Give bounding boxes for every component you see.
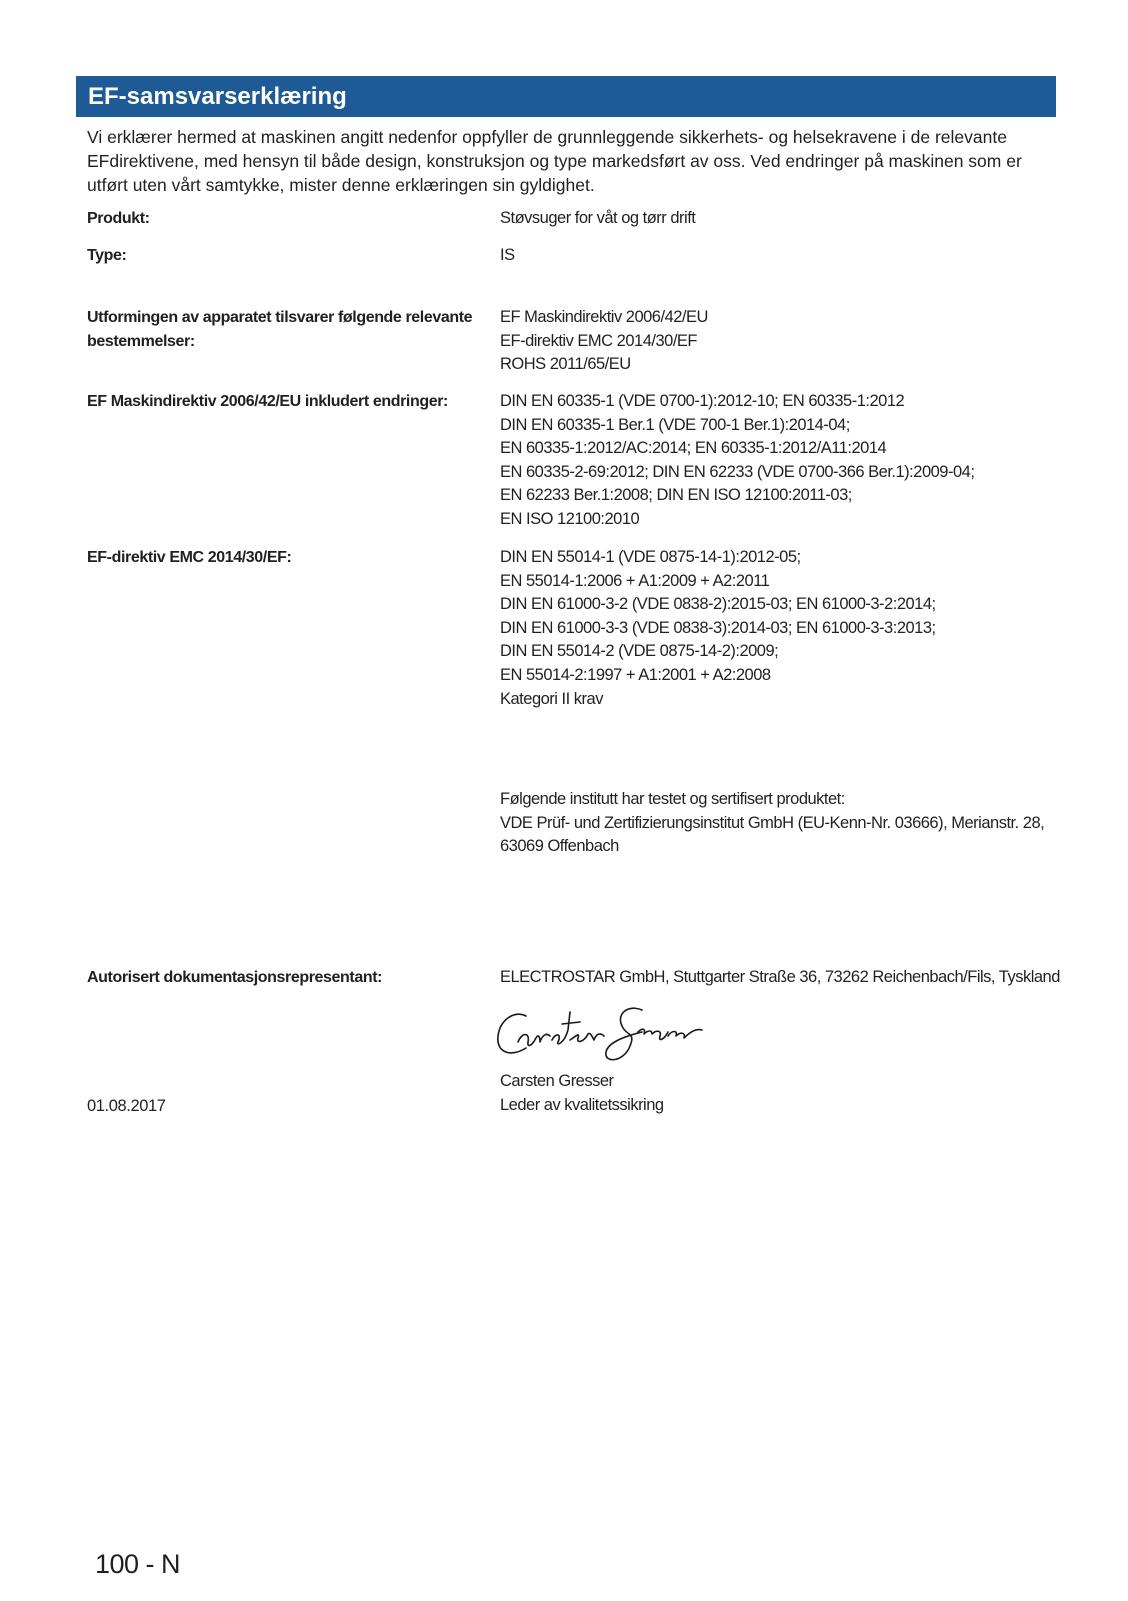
design-value: ROHS 2011/65/EU: [500, 355, 631, 374]
institute-line: Følgende institutt har testet og sertifisert produktet:: [500, 790, 845, 808]
representative-label: Autorisert dokumentasjonsrepresentant:: [87, 969, 383, 986]
standard-line: DIN EN 55014-1 (VDE 0875-14-1):2012-05;: [500, 548, 801, 566]
type-label: Type:: [87, 247, 127, 264]
intro-line: EFdirektivene, med hensyn til både design, konstruksjon og type markedsført av oss. Ved endringer på maskinen som er: [87, 151, 1022, 171]
design-value: EF-direktiv EMC 2014/30/EF: [500, 331, 697, 350]
machine-directive-label: EF Maskindirektiv 2006/42/EU inkludert endringer:: [87, 393, 448, 410]
standard-line: Kategori II krav: [500, 689, 603, 708]
standard-line: EN 62233 Ber.1:2008; DIN EN ISO 12100:2011-03;: [500, 486, 852, 505]
standard-line: EN 55014-2:1997 + A1:2001 + A2:2008: [500, 665, 771, 684]
type-value: IS: [500, 246, 515, 264]
product-value: Støvsuger for våt og tørr drift: [500, 209, 696, 227]
standard-line: EN 55014-1:2006 + A1:2009 + A2:2011: [500, 571, 770, 590]
signature: [496, 1002, 716, 1066]
emc-directive-values: [500, 546, 1060, 711]
signatory-block: [500, 1070, 1060, 1117]
product-label: Produkt:: [87, 210, 150, 227]
intro-line: Vi erklærer hermed at maskinen angitt nedenfor oppfyller de grunnleggende sikkerhets- og helsekravene i de relevante: [87, 127, 1007, 147]
standard-line: DIN EN 60335-1 Ber.1 (VDE 700-1 Ber.1):2014-04;: [500, 415, 850, 434]
standard-line: EN 60335-1:2012/AC:2014; EN 60335-1:2012/A11:2014: [500, 439, 887, 458]
document-date: 01.08.2017: [87, 1097, 166, 1115]
signatory-title: Leder av kvalitetssikring: [500, 1095, 664, 1114]
design-value: EF Maskindirektiv 2006/42/EU: [500, 308, 708, 326]
institute-line: 63069 Offenbach: [500, 837, 619, 856]
signatory-name: Carsten Gresser: [500, 1072, 614, 1090]
standard-line: DIN EN 60335-1 (VDE 0700-1):2012-10; EN 60335-1:2012: [500, 392, 905, 410]
design-label: [87, 306, 487, 354]
page-number: 100 - N: [95, 1549, 181, 1579]
representative-value: ELECTROSTAR GmbH, Stuttgarter Straße 36, 73262 Reichenbach/Fils, Tyskland: [500, 968, 1060, 986]
design-values: [500, 306, 1060, 377]
standard-line: DIN EN 61000-3-3 (VDE 0838-3):2014-03; EN 61000-3-3:2013;: [500, 618, 936, 637]
standard-line: EN 60335-2-69:2012; DIN EN 62233 (VDE 0700-366 Ber.1):2009-04;: [500, 462, 975, 481]
page-title: EF-samsvarserklæring: [76, 76, 1056, 117]
machine-directive-values: [500, 390, 1060, 532]
intro-line: utført uten vårt samtykke, mister denne erklæringen sin gyldighet.: [87, 175, 595, 195]
emc-directive-label: EF-direktiv EMC 2014/30/EF:: [87, 549, 292, 566]
standard-line: EN ISO 12100:2010: [500, 509, 640, 528]
institute-line: VDE Prüf- und Zertifizierungsinstitut GmbH (EU-Kenn-Nr. 03666), Merianstr. 28,: [500, 813, 1045, 832]
intro-text: [87, 125, 1037, 197]
standard-line: DIN EN 61000-3-2 (VDE 0838-2):2015-03; EN 61000-3-2:2014;: [500, 595, 936, 614]
design-label-line: bestemmelser:: [87, 333, 195, 350]
standard-line: DIN EN 55014-2 (VDE 0875-14-2):2009;: [500, 642, 779, 661]
institute-text: [500, 788, 1060, 859]
design-label-line: Utformingen av apparatet tilsvarer følgende relevante: [87, 309, 473, 326]
